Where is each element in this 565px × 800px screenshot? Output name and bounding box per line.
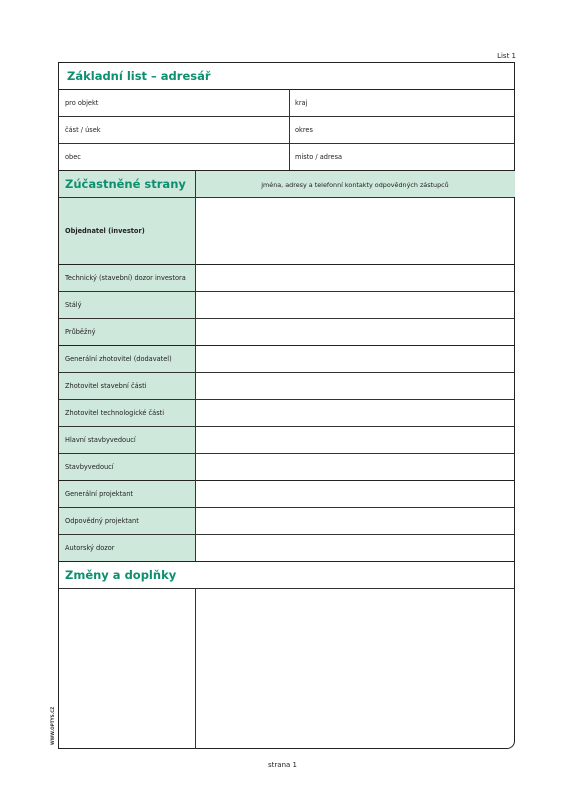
field-misto-adresa: místo / adresa	[295, 153, 343, 161]
field-cast-usek: část / úsek	[65, 126, 101, 134]
field-okres: okres	[295, 126, 313, 134]
party-permanent: Stálý	[65, 301, 82, 309]
field-obec: obec	[65, 153, 81, 161]
party-construction-contractor: Zhotovitel stavební části	[65, 382, 147, 390]
party-responsible-designer: Odpovědný projektant	[65, 517, 139, 525]
party-technical-supervision: Technický (stavební) dozor investora	[65, 274, 186, 282]
publisher-side-text: WWW.OPTYS.CZ	[50, 706, 55, 745]
party-site-manager: Stavbyvedoucí	[65, 463, 114, 471]
party-chief-site-manager: Hlavní stavbyvedoucí	[65, 436, 136, 444]
sheet-number: List 1	[497, 52, 516, 60]
party-ongoing: Průběžný	[65, 328, 96, 336]
party-general-designer: Generální projektant	[65, 490, 133, 498]
field-pro-objekt: pro objekt	[65, 99, 99, 107]
field-kraj: kraj	[295, 99, 308, 107]
party-author-supervision: Autorský dozor	[65, 544, 115, 552]
party-technology-contractor: Zhotovitel technologické části	[65, 409, 165, 417]
changes-section-title: Změny a doplňky	[65, 568, 177, 582]
parties-section-title: Zúčastněné strany	[65, 177, 186, 191]
parties-column-header: jména, adresy a telefonní kontakty odpovědných zástupců	[261, 181, 449, 189]
basic-section-title: Základní list – adresář	[67, 69, 211, 83]
page-number: strana 1	[268, 761, 297, 769]
form-frame	[58, 62, 515, 749]
party-general-contractor: Generální zhotovitel (dodavatel)	[65, 355, 172, 363]
party-investor: Objednatel (investor)	[65, 227, 145, 235]
